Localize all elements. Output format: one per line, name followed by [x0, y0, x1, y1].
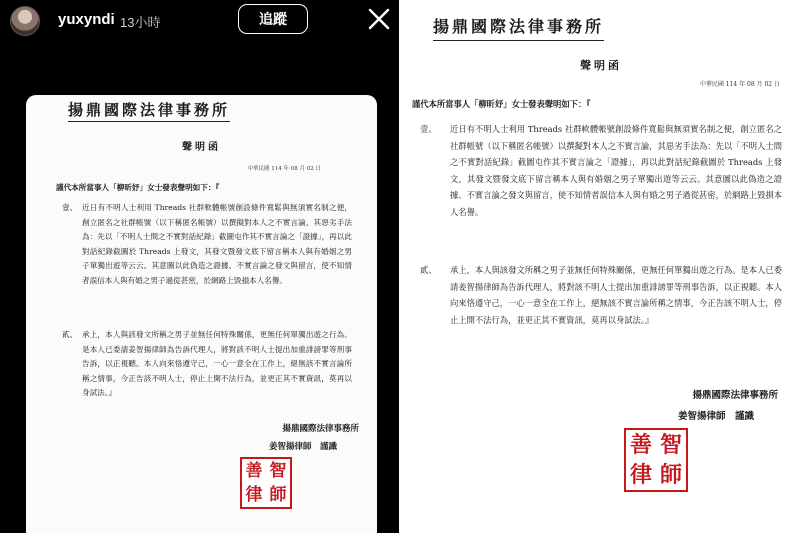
paragraph-1-number: 壹、: [62, 203, 78, 212]
stamp-char: 律: [629, 461, 652, 488]
follow-button[interactable]: 追蹤: [238, 4, 308, 34]
declaration-document-photo: [26, 95, 377, 533]
document-paragraph-2: [62, 328, 352, 401]
red-seal-stamp: [624, 428, 688, 492]
paragraph-2-text: 承上，本人與該發文所稱之男子並無任何特殊關係，更無任何單獨出遊之行為。是本人已委請姜智揚律師為告訴代理人，將對該不明人士提出加重誹謗罪等刑事告訴，以正視聽。本人向來恪遵守己，一心一意全在工作上，絕無該不實言論所稱之情事，今正告該不明人士，停止上開不法行為，並更正其不實資訊，莫再以身試法。』: [82, 330, 352, 397]
stamp-char: 智: [269, 460, 287, 481]
document-addressee: 謹代本所當事人「柳昕妤」女士發表聲明如下：『: [412, 99, 591, 109]
red-seal-stamp: [240, 457, 292, 509]
document-addressee: 謹代本所當事人「柳昕妤」女士發表聲明如下：『: [56, 183, 220, 192]
signature-lawyer: 姜智揚律師 謹識: [268, 442, 337, 452]
close-icon[interactable]: [365, 5, 393, 33]
paragraph-2-number: 貳、: [62, 330, 78, 339]
signature-lawyer: 姜智揚律師 謹識: [677, 411, 754, 422]
document-firm-name: 揚鼎國際法律事務所: [68, 103, 230, 122]
stamp-char: 善: [245, 460, 263, 481]
paragraph-1-number: 壹、: [420, 124, 437, 134]
stamp-char: 師: [269, 484, 287, 505]
paragraph-2-number: 貳、: [420, 265, 437, 275]
stamp-char: 律: [245, 484, 263, 505]
avatar[interactable]: [10, 6, 40, 36]
document-scan-panel: [402, 0, 800, 533]
signature-firm: 揚鼎國際法律事務所: [282, 424, 359, 434]
stamp-char: 善: [629, 431, 652, 458]
story-panel: [0, 0, 399, 533]
stamp-char: 智: [659, 431, 682, 458]
document-title: 聲明函: [580, 59, 622, 72]
document-date: 中華民國 114 年 08 月 02 日: [699, 81, 780, 88]
paragraph-2-text: 承上，本人與該發文所稱之男子並無任何特殊關係，更無任何單獨出遊之行為。是本人已委請姜智揚律師為告訴代理人，將對該不明人士提出加重誹謗罪等刑事告訴，以正視聽。本人向來恪遵守己，一心一意全在工作上，絕無該不實言論所稱之情事，今正告該不明人士，停止上開不法行為，並更正其不實資訊，莫再以身試法。』: [450, 265, 782, 325]
signature-firm: 揚鼎國際法律事務所: [692, 390, 778, 401]
document-paragraph-2: [420, 262, 782, 328]
stamp-char: 師: [659, 461, 682, 488]
paragraph-1-text: 近日有不明人士利用 Threads 社群軟體帳號創設條件寬鬆與無須實名制之便，創立匿名之社群帳號（以下稱匿名帳號）以撰擬對本人之不實言論，其惡劣手法為：先以「不明人士間之不實對話紀錄」截圖屯作其不實言論之「證據」，再以此對話紀錄截圖於 Threads 上發文，其發文暨發文底下留言稱本人與有婚姻之男子單獨出遊等云云。其意圖以此偽造之證據、不實言論之發文與留言，使不知情者誤信本人與有婚之男子過從甚密，於網路上毀損本人名譽。: [82, 203, 352, 285]
document-date: 中華民國 114 年 08 月 02 日: [247, 166, 321, 172]
story-username[interactable]: yuxyndi: [58, 11, 115, 28]
paragraph-1-text: 近日有不明人士利用 Threads 社群軟體帳號創設條件寬鬆與無須實名制之便，創立匿名之社群帳號（以下稱匿名帳號）以撰擬對本人之不實言論，其惡劣手法為：先以「不明人士間之不實對話紀錄」截圖屯作其不實言論之「證據」，再以此對話紀錄截圖於 Threads 上發文，其發文暨發文底下留言稱本人與有婚姻之男子單獨出遊等云云。其意圖以此偽造之證據、不實言論之發文與留言，使不知情者誤信本人與有婚之男子過從甚密，於網路上毀損本人名譽。: [450, 124, 782, 217]
document-firm-name: 揚鼎國際法律事務所: [433, 19, 604, 41]
story-timestamp: 13小時: [120, 15, 161, 30]
document-title: 聲明函: [182, 142, 221, 153]
document-paragraph-1: [62, 201, 352, 288]
document-paragraph-1: [420, 121, 782, 220]
